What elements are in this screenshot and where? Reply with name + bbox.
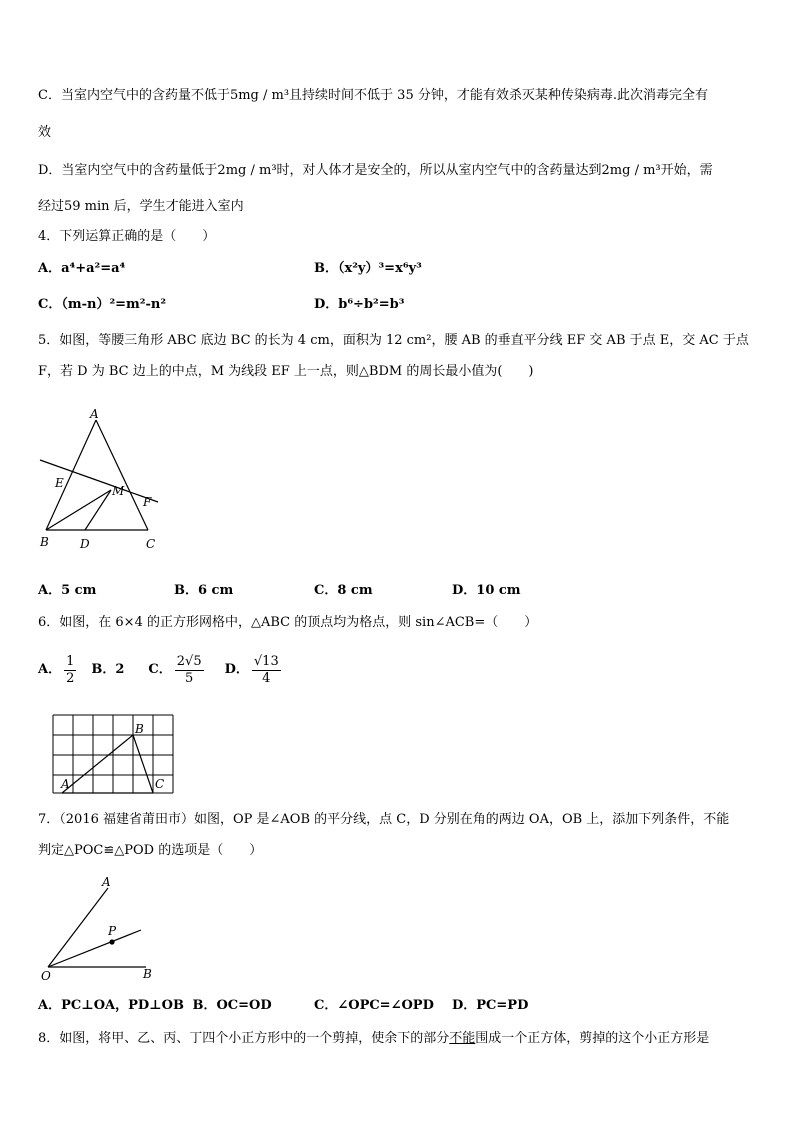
q6-option-a-fraction (64, 654, 76, 687)
q7-option-c: C．∠OPC=∠OPD (314, 998, 434, 1013)
q8-stem-underlined: 不能 (449, 1031, 476, 1046)
q8-stem-post: 围成一个正方体，剪掉的这个小正方形是 (475, 1031, 710, 1046)
q7-option-d: D．PC=PD (452, 998, 529, 1013)
q3-option-d-line1: D．当室内空气中的含药量低于2mg / m³时，对人体才是安全的，所以从室内空气中的含药量达到2mg / m³开始，需 (38, 163, 713, 178)
q5-option-b: B．6 cm (174, 583, 234, 598)
q7-stem-line2: 判定△POC≌△POD 的选项是（ ） (38, 843, 263, 858)
q7-option-b: B．OC=OD (192, 998, 272, 1013)
q6-option-d-label: D． (224, 662, 249, 677)
q5-label-b: B (40, 535, 49, 549)
q8-stem (38, 1030, 709, 1048)
q4-option-b: B．（x²y）³=x⁶y³ (314, 261, 422, 276)
q5-label-c: C (146, 537, 156, 551)
q6-options (38, 650, 284, 690)
q7-stem-line1: 7．（2016 福建省莆田市）如图，OP 是∠AOB 的平分线，点 C，D 分别在角的两边 OA，OB 上，添加下列条件，不能 (38, 812, 730, 827)
q6-option-a-numerator: 1 (66, 653, 75, 669)
q6-option-a-label: A． (38, 662, 62, 677)
q5-option-a: A．5 cm (38, 583, 97, 598)
q7-label-p: P (108, 924, 117, 938)
q5-label-e: E (55, 476, 64, 490)
q3-option-c-line2: 效 (38, 125, 52, 140)
q5-label-d: D (80, 537, 90, 551)
q4-option-a: A．a⁴+a²=a⁴ (38, 261, 126, 276)
q6-option-d-denominator: 4 (262, 670, 271, 686)
q4-option-c: C．（m-n）²=m²-n² (38, 297, 167, 312)
q5-label-f: F (143, 495, 152, 509)
q5-option-c: C．8 cm (314, 583, 373, 598)
q6-label-a: A (61, 777, 70, 791)
q6-label-b: B (135, 722, 144, 736)
q5-label-a: A (90, 407, 99, 421)
q7-option-a (38, 997, 272, 1015)
q3-option-c-line1: C．当室内空气中的含药量不低于5mg / m³且持续时间不低于 35 分钟，才能有效杀灭某种传染病毒.此次消毒完全有 (38, 88, 708, 103)
q7-label-b: B (143, 967, 152, 981)
q6-option-d-fraction (252, 654, 281, 687)
q6-grid-figure (52, 714, 182, 798)
q6-option-b: B．2 (91, 662, 125, 677)
q7-angle-figure (36, 872, 166, 984)
q3-option-d-line2: 经过59 min 后，学生才能进入室内 (38, 199, 244, 214)
q6-option-a-denominator: 2 (66, 670, 75, 686)
q7-label-a: A (102, 875, 111, 889)
q6-option-c-denominator: 5 (185, 670, 194, 686)
q5-stem-line1: 5．如图，等腰三角形 ABC 底边 BC 的长为 4 cm，面积为 12 cm²，腰 AB 的垂直平分线 EF 交 AB 于点 E，交 AC 于点 (38, 333, 749, 348)
q6-label-c: C (155, 777, 165, 791)
q5-option-d: D．10 cm (452, 583, 521, 598)
q7-label-o: O (41, 969, 51, 983)
q6-option-d-numerator: √13 (253, 653, 279, 669)
q6-option-c-label: C． (148, 662, 172, 677)
q6-option-c-numerator: 2√5 (176, 653, 202, 669)
q5-stem-line2: F，若 D 为 BC 边上的中点，M 为线段 EF 上一点，则△BDM 的周长最小值为( ) (38, 364, 534, 379)
q6-stem: 6．如图，在 6×4 的正方形网格中，△ABC 的顶点均为格点，则 sin∠ACB=（ ） (38, 615, 538, 630)
q4-option-d: D．b⁶÷b²=b³ (314, 297, 405, 312)
q8-stem-pre: 8．如图，将甲、乙、丙、丁四个小正方形中的一个剪掉，使余下的部分 (38, 1031, 450, 1046)
q6-option-c-fraction (175, 654, 204, 687)
q5-label-m: M (112, 484, 125, 498)
q5-triangle-figure (30, 402, 170, 552)
q4-stem: 4．下列运算正确的是（ ） (38, 229, 216, 244)
q7-option-a-text: A．PC⊥OA，PD⊥OB (38, 998, 184, 1013)
